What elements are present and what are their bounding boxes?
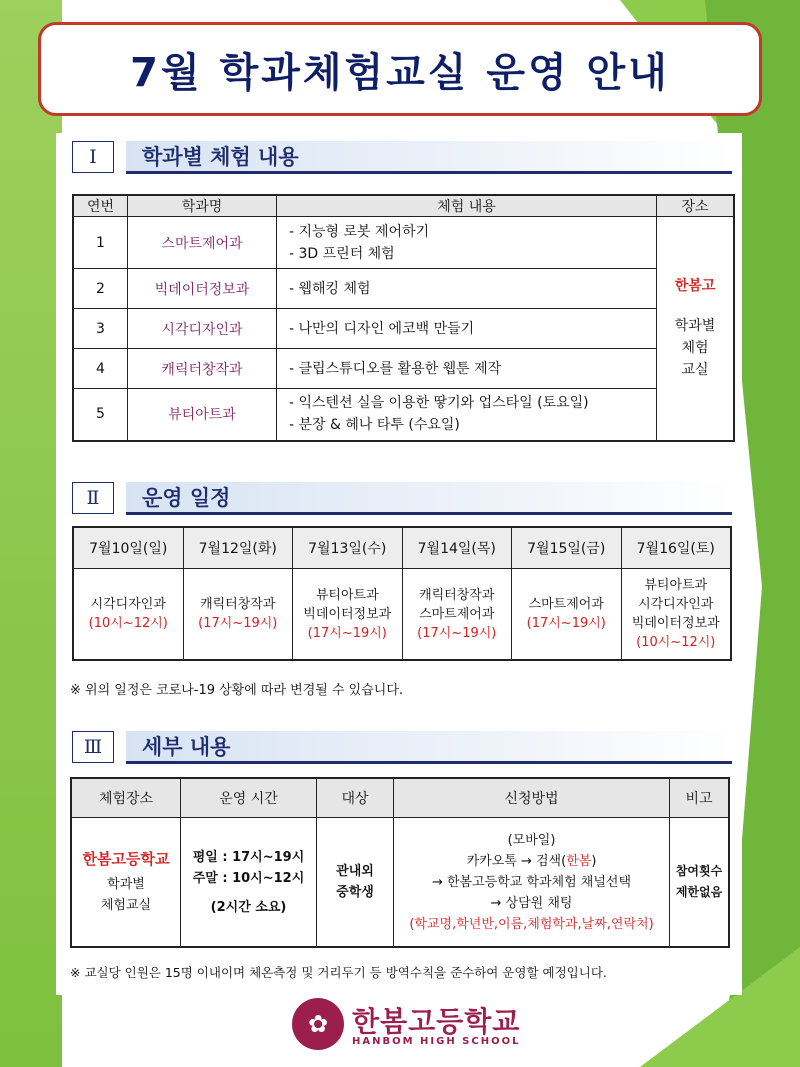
row-no: 2 bbox=[73, 269, 128, 309]
table-row bbox=[73, 217, 734, 269]
section3-number: Ⅲ bbox=[72, 731, 114, 763]
row-no: 3 bbox=[73, 309, 128, 349]
schedule-time: (10시~12시) bbox=[636, 635, 716, 650]
target-line: 관내외 bbox=[336, 864, 374, 879]
page-title: 7월 학과체험교실 운영 안내 bbox=[130, 49, 670, 96]
details-row bbox=[71, 818, 729, 948]
remark-cell bbox=[670, 818, 730, 948]
flower-seal-icon: ✿ bbox=[292, 998, 344, 1050]
schedule-dept: 스마트제어과 bbox=[419, 606, 495, 622]
header-place: 체험장소 bbox=[71, 778, 181, 818]
row-content bbox=[277, 309, 657, 349]
table-row bbox=[73, 309, 734, 349]
method-line: → 상담원 채팅 bbox=[490, 895, 573, 911]
school-logo bbox=[292, 998, 522, 1056]
target-line: 중학생 bbox=[336, 885, 374, 900]
method-cell bbox=[394, 818, 670, 948]
table-row bbox=[73, 269, 734, 309]
location-cell bbox=[657, 217, 735, 441]
schedule-cell bbox=[73, 569, 183, 661]
content-line: - 3D 프린터 체험 bbox=[289, 245, 395, 262]
row-no: 5 bbox=[73, 389, 128, 441]
logo-english: HANBOM HIGH SCHOOL bbox=[352, 1036, 521, 1047]
content-panel bbox=[56, 133, 742, 995]
target-cell bbox=[317, 818, 394, 948]
schedule-date: 7월14일(목) bbox=[402, 527, 512, 569]
schedule-dept: 시각디자인과 bbox=[90, 597, 166, 612]
remark-line: 참여횟수 bbox=[675, 864, 723, 878]
schedule-date: 7월13일(수) bbox=[293, 527, 403, 569]
content-line: - 웹해킹 체험 bbox=[289, 280, 371, 297]
section2-header bbox=[72, 482, 732, 516]
method-line bbox=[394, 851, 669, 872]
schedule-date: 7월10일(일) bbox=[73, 527, 183, 569]
header-method: 신청방법 bbox=[394, 778, 670, 818]
row-content bbox=[277, 269, 657, 309]
schedule-cell bbox=[621, 569, 731, 661]
section2-title: 운영 일정 bbox=[142, 486, 231, 510]
header-location: 장소 bbox=[657, 195, 735, 217]
place-line: 체험교실 bbox=[100, 897, 152, 913]
place-line: 학과별 bbox=[107, 876, 145, 892]
method-line: (모바일) bbox=[507, 832, 556, 848]
schedule-dept: 캐릭터창작과 bbox=[419, 587, 495, 603]
header-time: 운영 시간 bbox=[181, 778, 317, 818]
row-no: 4 bbox=[73, 349, 128, 389]
method-text: ) bbox=[591, 853, 597, 869]
schedule-time: (17시~19시) bbox=[417, 625, 497, 641]
schedule-dept: 시각디자인과 bbox=[638, 597, 714, 612]
location-school: 한봄고 bbox=[674, 278, 716, 295]
content-line: - 나만의 디자인 에코백 만들기 bbox=[289, 320, 475, 337]
schedule-cell bbox=[512, 569, 622, 661]
schedule-time: (10시~12시) bbox=[88, 616, 168, 631]
schedule-table bbox=[72, 526, 732, 661]
method-search-term: 한봄 bbox=[566, 853, 592, 869]
section3-title: 세부 내용 bbox=[142, 735, 231, 759]
header-remark: 비고 bbox=[670, 778, 730, 818]
table-row bbox=[73, 389, 734, 441]
time-duration: (2시간 소요) bbox=[210, 899, 287, 915]
content-line: - 클립스튜디오를 활용한 웹툰 제작 bbox=[289, 360, 502, 377]
schedule-dept: 스마트제어과 bbox=[528, 597, 604, 612]
row-dept: 캐릭터창작과 bbox=[128, 349, 277, 389]
details-table bbox=[70, 777, 730, 948]
content-line: - 분장 & 헤나 타투 (수요일) bbox=[289, 417, 460, 434]
schedule-date: 7월15일(금) bbox=[512, 527, 622, 569]
schedule-cell bbox=[183, 569, 293, 661]
details-header-row bbox=[71, 778, 729, 818]
row-dept: 뷰티아트과 bbox=[128, 389, 277, 441]
schedule-time: (17시~19시) bbox=[198, 616, 278, 631]
method-required-info: (학교명,학년반,이름,체험학과,날짜,연락처) bbox=[409, 916, 654, 932]
content-line: - 지능형 로봇 제어하기 bbox=[289, 223, 430, 240]
schedule-date-row bbox=[73, 527, 731, 569]
section3-header bbox=[72, 731, 732, 765]
row-dept: 스마트제어과 bbox=[128, 217, 277, 269]
header-no: 연번 bbox=[73, 195, 128, 217]
schedule-cell bbox=[402, 569, 512, 661]
row-content bbox=[277, 389, 657, 441]
location-line: 체험 bbox=[681, 340, 709, 357]
header-content: 체험 내용 bbox=[277, 195, 657, 217]
remark-line: 제한없음 bbox=[675, 885, 723, 899]
method-text: 카카오톡 → 검색( bbox=[466, 853, 567, 869]
section2-number: Ⅱ bbox=[72, 482, 114, 514]
row-content bbox=[277, 217, 657, 269]
header-target: 대상 bbox=[317, 778, 394, 818]
location-line: 학과별 bbox=[674, 318, 716, 335]
schedule-dept-row bbox=[73, 569, 731, 661]
schedule-date: 7월16일(토) bbox=[621, 527, 731, 569]
time-cell bbox=[181, 818, 317, 948]
schedule-cell bbox=[293, 569, 403, 661]
table-header-row bbox=[73, 195, 734, 217]
row-no: 1 bbox=[73, 217, 128, 269]
time-weekend: 주말 : 10시~12시 bbox=[192, 870, 305, 886]
title-box bbox=[38, 22, 762, 116]
location-line: 교실 bbox=[681, 362, 709, 379]
schedule-dept: 캐릭터창작과 bbox=[200, 597, 276, 612]
schedule-time: (17시~19시) bbox=[307, 625, 387, 641]
background-left-stripe bbox=[0, 0, 62, 1067]
schedule-dept: 뷰티아트과 bbox=[644, 578, 708, 593]
time-weekday: 평일 : 17시~19시 bbox=[192, 849, 305, 865]
schedule-date: 7월12일(화) bbox=[183, 527, 293, 569]
place-school: 한봄고등학교 bbox=[82, 849, 170, 868]
row-dept: 빅데이터정보과 bbox=[128, 269, 277, 309]
logo-name: 한봄고등학교 bbox=[352, 1005, 521, 1038]
experience-table bbox=[72, 194, 735, 442]
content-line: - 익스텐션 실을 이용한 땋기와 업스타일 (토요일) bbox=[289, 395, 589, 412]
schedule-dept: 빅데이터정보과 bbox=[303, 606, 392, 622]
method-line: → 한봄고등학교 학과체험 채널선택 bbox=[431, 874, 632, 890]
row-content bbox=[277, 349, 657, 389]
schedule-dept: 빅데이터정보과 bbox=[631, 616, 720, 631]
row-dept: 시각디자인과 bbox=[128, 309, 277, 349]
table-row bbox=[73, 349, 734, 389]
schedule-dept: 뷰티아트과 bbox=[315, 587, 379, 603]
schedule-time: (17시~19시) bbox=[526, 616, 606, 631]
place-cell bbox=[71, 818, 181, 948]
header-dept: 학과명 bbox=[128, 195, 277, 217]
schedule-note: ※ 위의 일정은 코로나-19 상황에 따라 변경될 수 있습니다. bbox=[70, 683, 404, 698]
section1-number: Ⅰ bbox=[72, 141, 114, 173]
section1-title: 학과별 체험 내용 bbox=[142, 145, 299, 169]
section1-header bbox=[72, 141, 732, 175]
details-note: ※ 교실당 인원은 15명 이내이며 체온측정 및 거리두기 등 방역수칙을 준수하여 운영할 예정입니다. bbox=[70, 965, 607, 980]
